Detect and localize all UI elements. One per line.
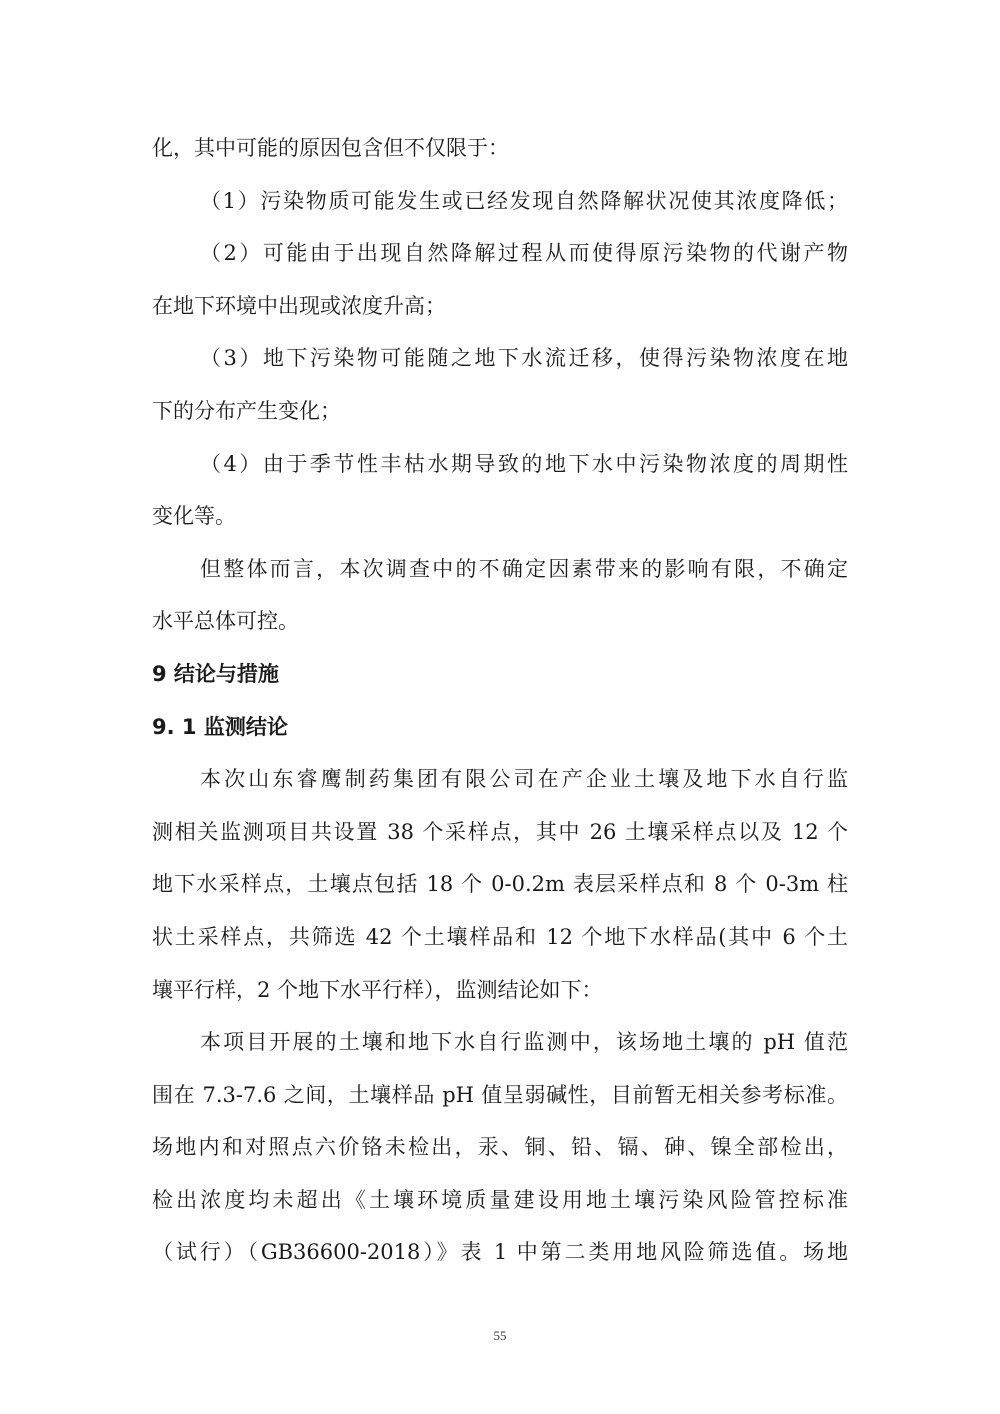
results-paragraph: 本项目开展的土壤和地下水自行监测中，该场地土壤的 pH 值范 (200, 1030, 848, 1055)
text-line: 壤平行样，2 个地下水平行样），监测结论如下： (152, 977, 603, 1002)
text-line: 变化等。 (152, 504, 236, 529)
text-line: 化，其中可能的原因包含但不仅限于： (152, 136, 509, 160)
text-line: 在地下环境中出现或浓度升高； (152, 293, 446, 318)
text-line: 地下水采样点，土壤点包括 18 个 0-0.2m 表层采样点和 8 个 0-3m 柱 (152, 872, 848, 897)
conclusion-paragraph: 本次山东睿鹰制药集团有限公司在产企业土壤及地下水自行监 (200, 767, 848, 792)
document-body (152, 122, 848, 1279)
subsection-heading: 9. 1 监测结论 (152, 714, 288, 739)
text-line: 状土采样点，共筛选 42 个土壤样品和 12 个地下水样品(其中 6 个土 (152, 924, 848, 949)
text-line: 检出浓度均未超出《土壤环境质量建设用地土壤污染风险管控标准 (152, 1187, 848, 1212)
text-line: 水平总体可控。 (152, 609, 299, 634)
list-item-4: （4）由于季节性丰枯水期导致的地下水中污染物浓度的周期性 (200, 451, 848, 476)
list-item-3: （3）地下污染物可能随之地下水流迁移，使得污染物浓度在地 (200, 346, 848, 371)
text-line: 场地内和对照点六价铬未检出，汞、铜、铅、镉、砷、镍全部检出， (152, 1135, 848, 1160)
text-line: 下的分布产生变化； (152, 398, 341, 423)
text-line: （试行）（GB36600-2018）》表 1 中第二类用地风险筛选值。场地 (152, 1240, 848, 1265)
page-number: 55 (493, 1328, 507, 1343)
list-item-2: （2）可能由于出现自然降解过程从而使得原污染物的代谢产物 (200, 241, 848, 266)
summary-paragraph: 但整体而言，本次调查中的不确定因素带来的影响有限，不确定 (200, 556, 848, 581)
section-heading: 9 结论与措施 (152, 661, 279, 686)
text-line: 围在 7.3-7.6 之间，土壤样品 pH 值呈弱碱性，目前暂无相关参考标准。 (152, 1082, 848, 1107)
text-line: 测相关监测项目共设置 38 个采样点，其中 26 土壤采样点以及 12 个 (152, 819, 848, 844)
list-item-1: （1）污染物质可能发生或已经发现自然降解状况使其浓度降低； (200, 188, 848, 213)
